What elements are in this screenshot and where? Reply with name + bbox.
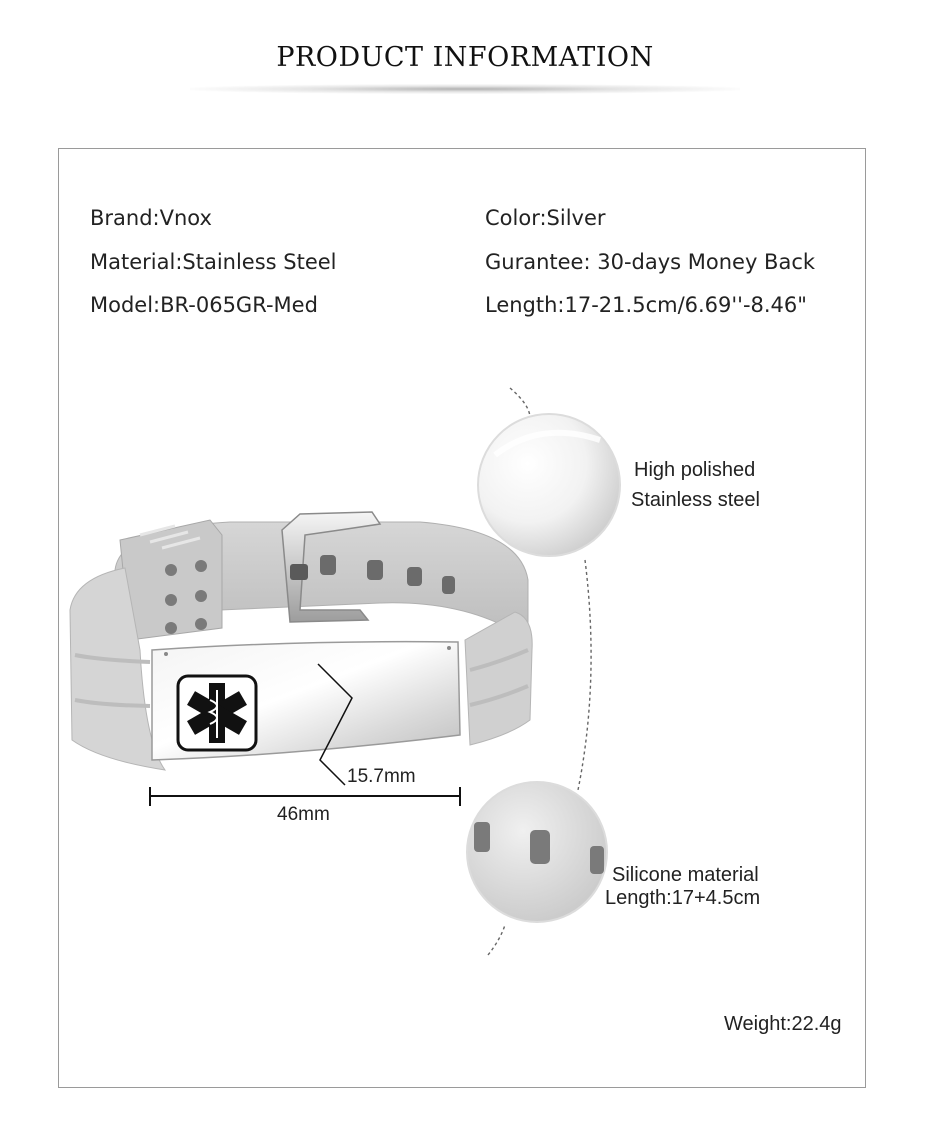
page-title: PRODUCT INFORMATION (276, 42, 654, 73)
spec-material: Material:Stainless Steel (90, 250, 337, 274)
spec-color: Color:Silver (485, 206, 606, 230)
silicone-callout-line2: Length:17+4.5cm (605, 887, 761, 909)
spec-guarantee: Gurantee: 30-days Money Back (485, 250, 816, 274)
star-of-life-icon (178, 676, 256, 750)
silicone-callout-line1: Silicone material (612, 864, 759, 886)
spec-length: Length:17-21.5cm/6.69''-8.46" (485, 293, 807, 317)
spec-brand: Brand:Vnox (90, 206, 212, 230)
silicone-zoom-circle (467, 782, 607, 922)
height-dimension-label: 15.7mm (347, 766, 416, 787)
steel-callout-line1: High polished (634, 459, 756, 481)
steel-callout-line2: Stainless steel (631, 489, 760, 511)
spec-model: Model:BR-065GR-Med (90, 293, 318, 317)
width-dimension-label: 46mm (277, 804, 330, 825)
weight-label: Weight:22.4g (724, 1013, 842, 1035)
